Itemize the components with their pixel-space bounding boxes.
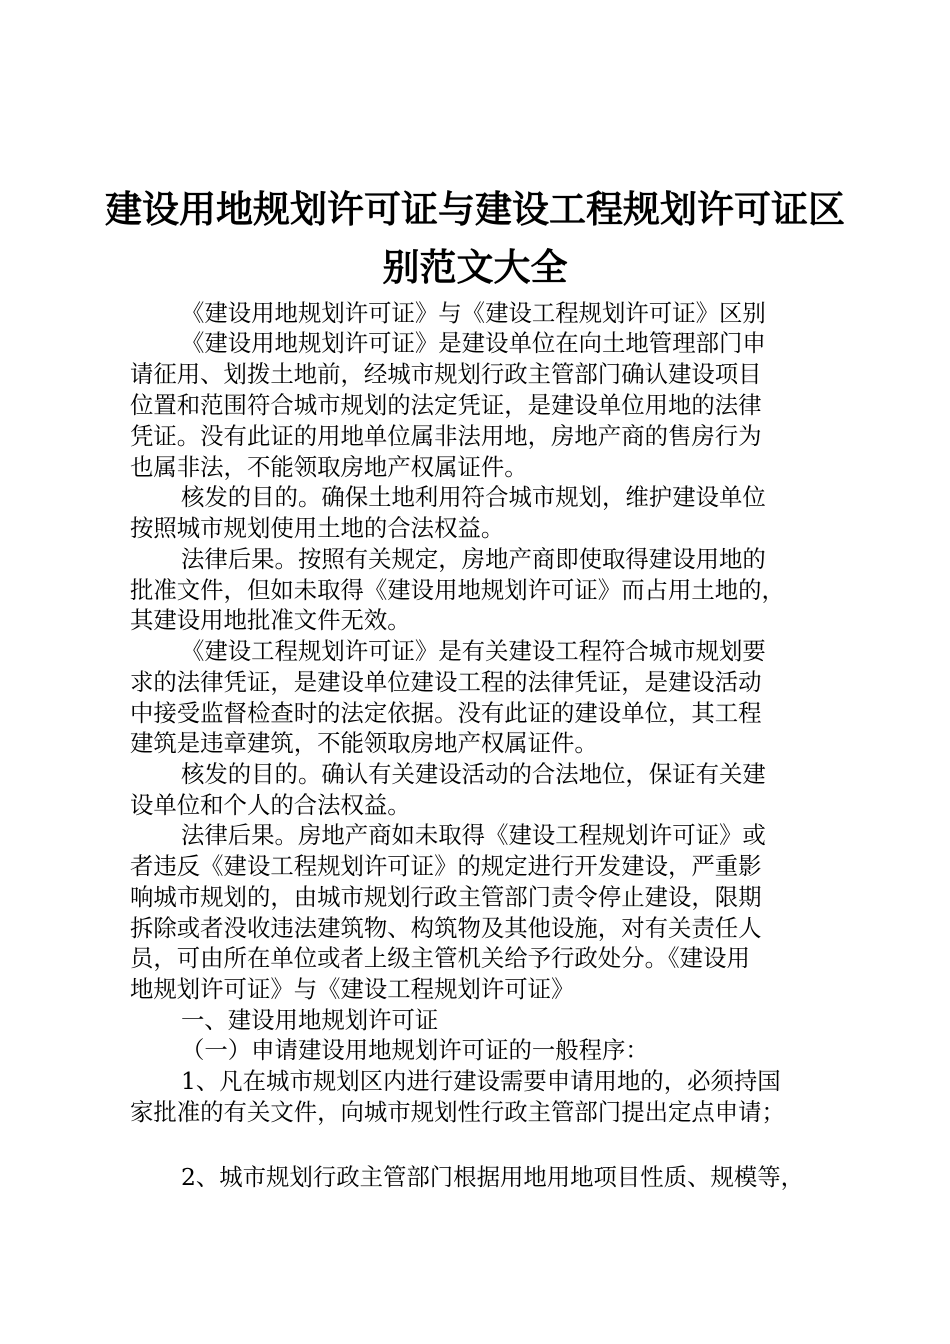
paragraph-line: 请征用、划拨土地前，经城市规划行政主管部门确认建设项目	[130, 360, 762, 388]
paragraph-line: 1、凡在城市规划区内进行建设需要申请用地的，必须持国	[181, 1067, 781, 1095]
paragraph-line: 员，可由所在单位或者上级主管机关给予行政处分。《建设用	[130, 944, 750, 972]
paragraph-line: 位置和范围符合城市规划的法定凭证，是建设单位用地的法律	[130, 391, 762, 419]
paragraph-line: 拆除或者没收违法建筑物、构筑物及其他设施，对有关责任人	[130, 914, 762, 942]
paragraph-line: 2、城市规划行政主管部门根据用地用地项目性质、规模等，	[181, 1163, 805, 1191]
paragraph-line: 也属非法，不能领取房地产权属证件。	[130, 453, 528, 481]
document-title-line-1: 建设用地规划许可证与建设工程规划许可证区	[105, 188, 845, 231]
section-heading: 一、建设用地规划许可证	[181, 1006, 439, 1034]
document-title-line-2: 别范文大全	[382, 246, 568, 289]
paragraph-line: 响城市规划的，由城市规划行政主管部门责令停止建设，限期	[130, 883, 762, 911]
paragraph-line: 法律后果。按照有关规定，房地产商即使取得建设用地的	[181, 545, 766, 573]
paragraph-line: 按照城市规划使用土地的合法权益。	[130, 514, 505, 542]
paragraph-line: 其建设用地批准文件无效。	[130, 606, 411, 634]
paragraph-line: 地规划许可证》与《建设工程规划许可证》	[130, 975, 575, 1003]
paragraph-line: 者违反《建设工程规划许可证》的规定进行开发建设，严重影	[130, 852, 762, 880]
paragraph-line: 凭证。没有此证的用地单位属非法用地，房地产商的售房行为	[130, 422, 762, 450]
paragraph-line: 《建设用地规划许可证》是建设单位在向土地管理部门申	[181, 329, 766, 357]
paragraph-line: 核发的目的。确认有关建设活动的合法地位，保证有关建	[181, 760, 766, 788]
paragraph-line: 家批准的有关文件，向城市规划性行政主管部门提出定点申请；	[130, 1098, 785, 1126]
paragraph-line: 设单位和个人的合法权益。	[130, 791, 411, 819]
paragraph-line: 核发的目的。确保土地利用符合城市规划，维护建设单位	[181, 483, 766, 511]
paragraph-line: 中接受监督检查时的法定依据。没有此证的建设单位，其工程	[130, 699, 762, 727]
paragraph-line: 《建设工程规划许可证》是有关建设工程符合城市规划要	[181, 637, 766, 665]
paragraph-line: 法律后果。房地产商如未取得《建设工程规划许可证》或	[181, 821, 766, 849]
paragraph-line: 《建设用地规划许可证》与《建设工程规划许可证》区别	[181, 299, 766, 327]
subsection-heading: （一）申请建设用地规划许可证的一般程序：	[181, 1036, 649, 1064]
paragraph-line: 建筑是违章建筑，不能领取房地产权属证件。	[130, 729, 598, 757]
paragraph-line: 批准文件，但如未取得《建设用地规划许可证》而占用土地的，	[130, 576, 785, 604]
paragraph-line: 求的法律凭证，是建设单位建设工程的法律凭证，是建设活动	[130, 668, 762, 696]
